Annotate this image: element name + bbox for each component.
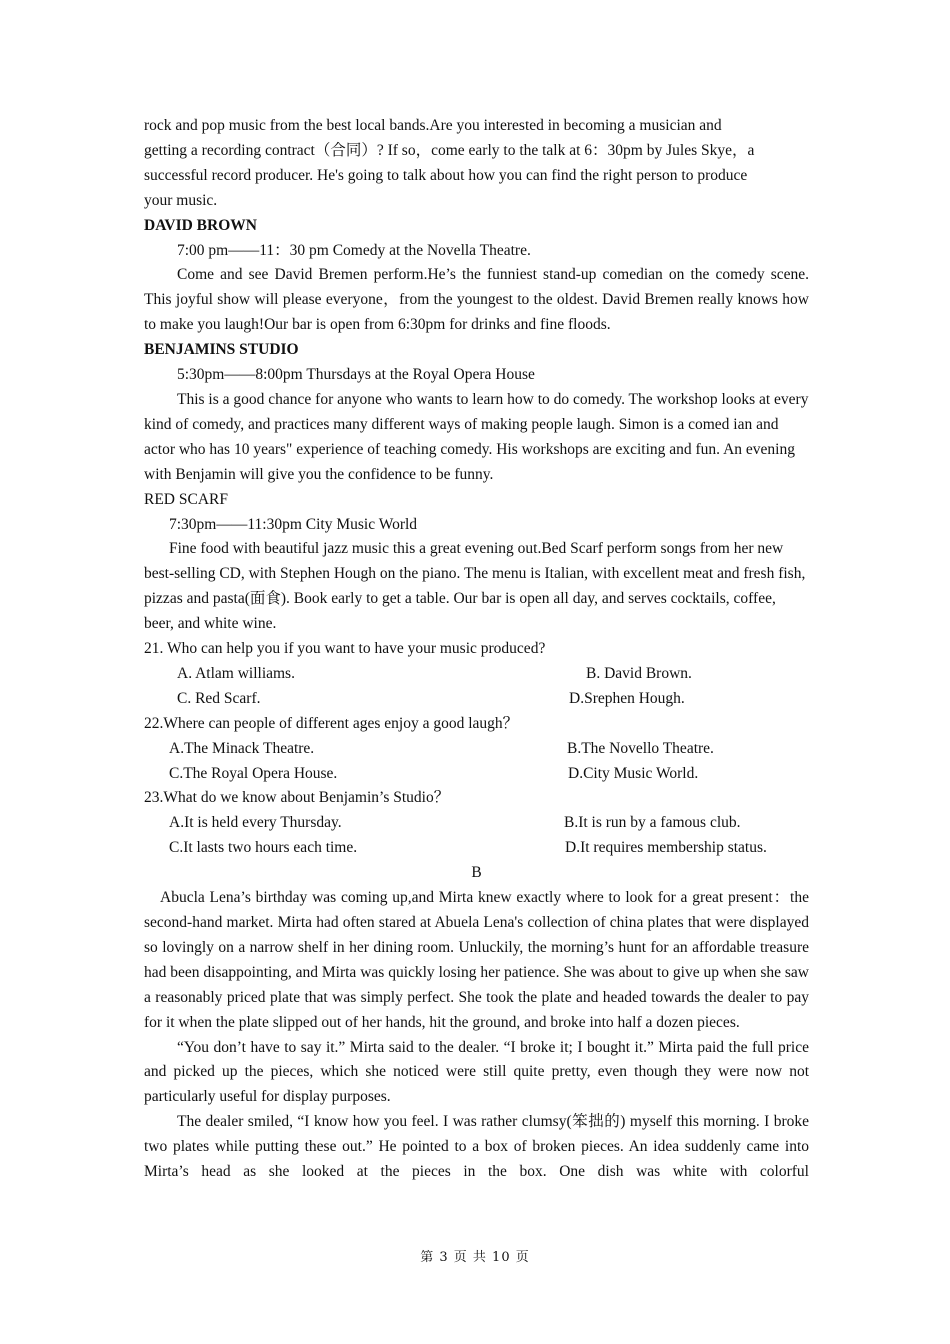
option-c: C. Red Scarf. [177, 689, 261, 707]
section-heading-david-brown: DAVID BROWN [144, 216, 257, 234]
passage-b-paragraph: The dealer smiled, “I know how you feel. I was rather clumsy(笨拙的) myself this morning. I broke two plates while putting these out.” He pointed to a box of broken pieces. An idea suddenly came into Mirta’s head as she looked at the pieces in the box. One dish was white with colorful [144, 1113, 809, 1181]
question-21-stem: 21. Who can help you if you want to have your music produced? [144, 640, 546, 658]
section-time: 7:00 pm——11：30 pm Comedy at the Novella Theatre. [177, 241, 531, 259]
page-footer: 第 3 页 共 10 页 [420, 1250, 530, 1265]
question-21-options-row [144, 687, 809, 712]
intro-line: getting a recording contract（合同）? If so，come early to the talk at 6：30pm by Jules Skye，a [144, 141, 755, 159]
passage-b-label: B [471, 864, 482, 882]
option-c: C.It lasts two hours each time. [169, 839, 358, 857]
page-content [144, 114, 809, 1185]
question-23-options-row [144, 836, 809, 861]
option-b: B.The Novello Theatre. [567, 739, 714, 757]
option-a: A.It is held every Thursday. [169, 814, 342, 832]
option-d: D.Srephen Hough. [569, 689, 685, 707]
section-heading-red-scarf: RED SCARF [144, 490, 228, 508]
passage-b-paragraph: Abucla Lena’s birthday was coming up,and Mirta knew exactly where to look for a great present：the second-hand market. Mirta had often stared at Abuela Lena's collection of china plates that were displayed so lovingly on a narrow shelf in her dining room. Unluckily, the morning’s hunt for an affordable treasure had been disappointing, and Mirta was quickly losing her patience. She was about to give up when she saw a reasonably priced plate that was simply perfect. She took the plate and headed towards the dealer to pay for it when the plate slipped out of her hands, hit the ground, and broke into half a dozen pieces. [144, 889, 809, 1031]
intro-line: successful record producer. He's going to talk about how you can find the right person to produce [144, 166, 748, 184]
question-21-options-row [144, 662, 809, 687]
option-b: B.It is run by a famous club. [564, 814, 741, 832]
passage-b-paragraph: “You don’t have to say it.” Mirta said to the dealer. “I broke it; I bought it.” Mirta paid the full price and picked up the pieces, which she noticed were still quite pretty, even though they were now not particularly useful for display purposes. [144, 1038, 809, 1106]
question-23-options-row [144, 811, 809, 836]
question-22-options-row [144, 762, 809, 787]
option-c: C.The Royal Opera House. [169, 764, 338, 782]
section-heading-benjamins-studio: BENJAMINS STUDIO [144, 341, 299, 359]
option-d: D.City Music World. [568, 764, 699, 782]
option-b: B. David Brown. [586, 664, 692, 682]
question-23-stem: 23.What do we know about Benjamin’s Studio？ [144, 789, 450, 807]
section-body: Fine food with beautiful jazz music this a great evening out.Bed Scarf perform songs from her new best-selling CD, with Stephen Hough on the piano. The menu is Italian, with excellent meat and fresh fish, pizzas and pasta(面食). Book early to get a table. Our bar is open all day, and serves cocktails, coffee, beer, and white wine. [144, 540, 806, 633]
section-time: 5:30pm——8:00pm Thursdays at the Royal Opera House [177, 366, 535, 384]
section-time: 7:30pm——11:30pm City Music World [169, 515, 418, 533]
intro-line: your music. [144, 191, 218, 209]
option-a: A.The Minack Theatre. [169, 739, 315, 757]
section-body: Come and see David Bremen perform.He’s the funniest stand-up comedian on the comedy scene. This joyful show will please everyone，from the youngest to the oldest. David Bremen really knows how to make you laugh!Our bar is open from 6:30pm for drinks and fine floods. [144, 266, 809, 334]
section-body: This is a good chance for anyone who wants to learn how to do comedy. The workshop looks at every kind of comedy, and practices many different ways of making people laugh. Simon is a comed ian and actor who has 10 years" experience of teaching comedy. His workshops are exciting and fun. An evening with Benjamin will give you the confidence to be funny. [144, 390, 809, 483]
intro-line: rock and pop music from the best local bands.Are you interested in becoming a musician and [144, 117, 722, 134]
question-22-options-row [144, 737, 809, 762]
option-d: D.It requires membership status. [565, 839, 767, 857]
option-a: A. Atlam williams. [177, 664, 295, 682]
question-22-stem: 22.Where can people of different ages enjoy a good laugh？ [144, 714, 519, 732]
